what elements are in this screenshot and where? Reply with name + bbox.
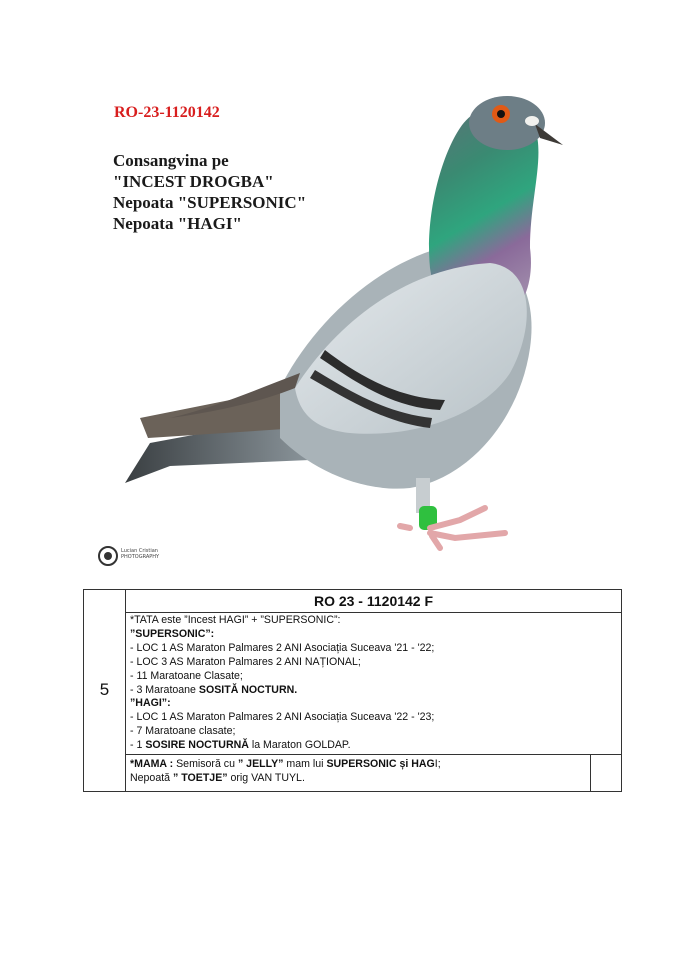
sire-parent-heading: ”SUPERSONIC”:: [130, 627, 215, 640]
sire-details: [126, 613, 622, 755]
result-text: - 3 Maratoane: [130, 683, 199, 696]
dam-line: [130, 758, 586, 772]
dam-text: I;: [434, 758, 441, 771]
dam-label: *MAMA :: [130, 758, 177, 771]
dam-highlight: ” JELLY”: [237, 758, 284, 771]
photo-credit-name: Lucian Cristian: [121, 548, 158, 554]
pedigree-table: [83, 589, 622, 792]
empty-cell: [591, 755, 622, 792]
dam-text: Nepoată: [130, 771, 173, 784]
result-highlight: SOSIRE NOCTURNĂ: [145, 739, 249, 752]
dam-line: [130, 772, 586, 786]
result-line: - LOC 1 AS Maraton Palmares 2 ANI Asociația Suceava '21 - '22;: [130, 641, 435, 654]
photo-credit-label: PHOTOGRAPHY: [121, 554, 160, 560]
result-line: - LOC 3 AS Maraton Palmares 2 ANI NAȚIONAL;: [130, 655, 361, 668]
dam-highlight: ” TOETJE”: [173, 771, 228, 784]
dam-highlight: SUPERSONIC și HAG: [326, 758, 435, 771]
dam-text: mam lui: [283, 758, 327, 771]
pedigree-line: "INCEST DROGBA": [113, 172, 274, 191]
dam-details: [126, 755, 591, 792]
result-line: - 7 Maratoane clasate;: [130, 725, 236, 738]
dam-text: Semisoră cu: [176, 758, 238, 771]
result-line: [130, 684, 617, 698]
pigeon-illustration: [110, 88, 580, 558]
result-text: la Maraton GOLDAP.: [248, 739, 351, 752]
sire-intro: *TATA este ”Incest HAGI” + ”SUPERSONIC”:: [130, 614, 341, 626]
pedigree-line: Consangvina pe: [113, 151, 229, 170]
pedigree-line: Nepoata "SUPERSONIC": [113, 193, 307, 212]
result-line: - LOC 1 AS Maraton Palmares 2 ANI Asociația Suceava '22 - '23;: [130, 711, 435, 724]
result-line: [130, 739, 617, 753]
row-number: 5: [84, 590, 126, 792]
ring-id: RO-23-1120142: [114, 104, 220, 121]
pedigree-line: Nepoata "HAGI": [113, 214, 242, 233]
result-highlight: SOSITĂ NOCTURN.: [198, 683, 298, 696]
photo-credit: [121, 548, 159, 560]
table-title: RO 23 - 1120142 F: [126, 590, 622, 613]
result-line: - 11 Maratoane Clasate;: [130, 669, 243, 682]
dam-text: orig VAN TUYL.: [227, 771, 305, 784]
sire-parent-heading: ”HAGI”:: [130, 697, 171, 710]
result-text: - 1: [130, 739, 146, 752]
